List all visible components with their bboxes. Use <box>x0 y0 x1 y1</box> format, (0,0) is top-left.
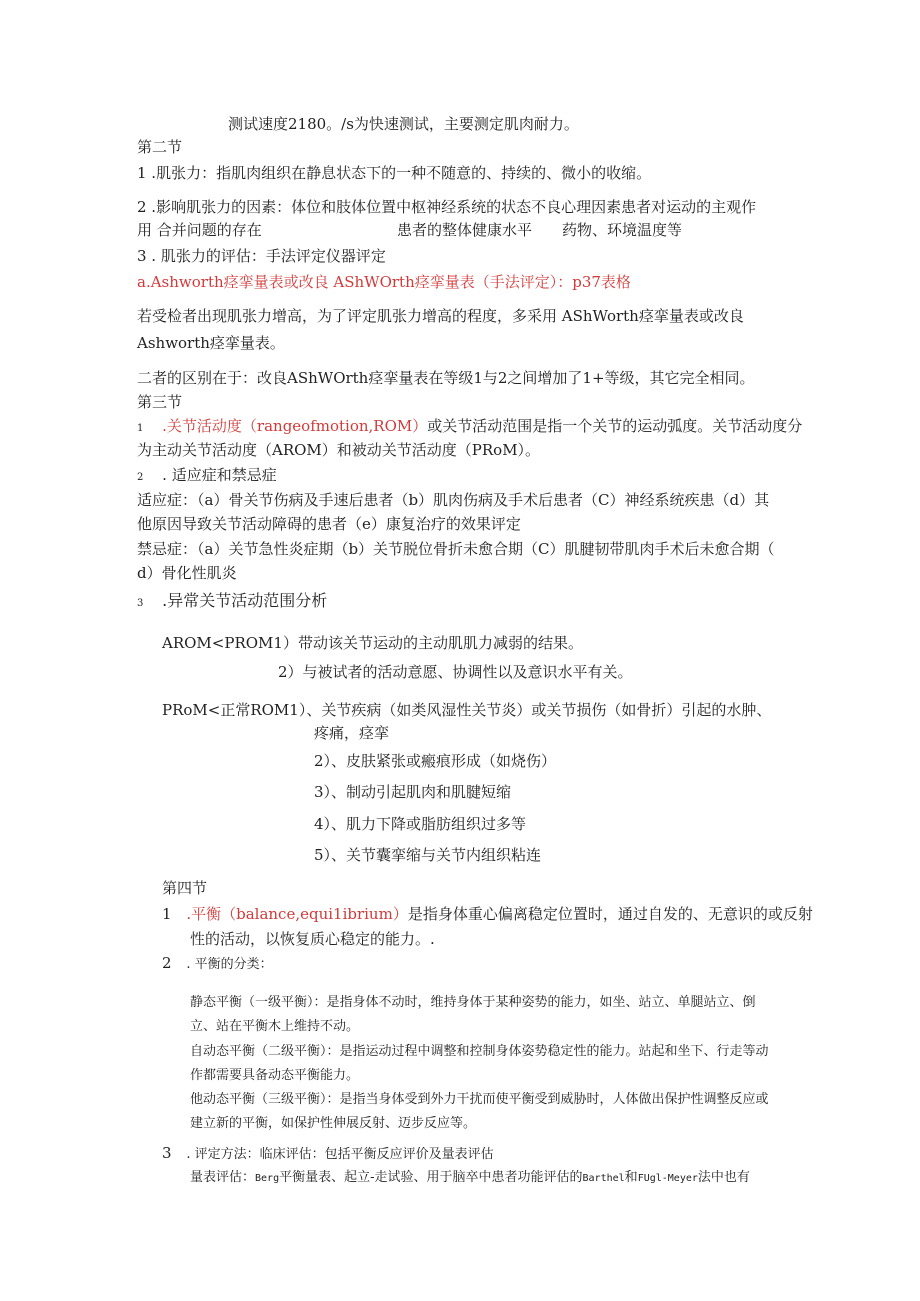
list-number: 2 <box>137 472 144 483</box>
contraindications-2: d）骨化性肌炎 <box>137 564 237 582</box>
contraindications-1: 禁忌症：（a）关节急性炎症期（b）关节脱位骨折未愈合期（C）肌腱韧带肌肉手术后未愈合期（ <box>137 540 775 558</box>
list-number: 2 <box>162 954 172 972</box>
tone-factors-cont-1: 用 合并问题的存在 <box>137 221 262 239</box>
abnormal-rom-heading-text: .异常关节活动范围分析 <box>162 591 328 610</box>
rom-definition <box>137 416 802 439</box>
indications-2: 他原因导致关节活动障碍的患者（e）康复治疗的效果评定 <box>137 515 521 533</box>
static-balance-1: 静态平衡（一级平衡）：是指身体不动时，维持身体于某种姿势的能力，如坐、站立、单腿站立、倒 <box>190 995 756 1010</box>
abnormal-rom-heading <box>137 591 327 614</box>
list-number: 3 <box>137 598 144 609</box>
indications-heading <box>137 465 277 488</box>
indications-heading-text: . 适应症和禁忌症 <box>162 466 277 484</box>
rom-term: .关节活动度（rangeofmotion,ROM） <box>162 417 428 435</box>
arom-prom-1: AROM<PROM1）带动该关节运动的主动肌肌力减弱的结果。 <box>162 634 583 652</box>
prom-normal-5: 5）、关节囊挛缩与关节内组织粘连 <box>314 846 542 864</box>
item-tone-assessment: 3 . 肌张力的评估：手法评定仪器评定 <box>137 247 386 265</box>
tone-factors-cont-3: 药物、环境温度等 <box>562 221 683 239</box>
ashworth-para-1: 若受检者出现肌张力增高，为了评定肌张力增高的程度，多采用 AShWorth痉挛量表或改良 <box>137 307 744 325</box>
section-heading-4: 第四节 <box>162 879 208 897</box>
self-dynamic-balance-1: 自动态平衡（二级平衡）：是指运动过程中调整和控制身体姿势稳定性的能力。站起和坐下、行走等动 <box>190 1044 769 1059</box>
list-number: 1 <box>137 423 144 434</box>
rom-def-text: 或关节活动范围是指一个关节的运动弧度。关节活动度分 <box>427 417 803 435</box>
balance-definition <box>162 904 813 924</box>
other-dynamic-balance-2: 建立新的平衡，如保护性伸展反射、迈步反应等。 <box>190 1116 477 1131</box>
scale-assessment <box>190 1168 750 1189</box>
prom-normal-3: 3）、制动引起肌肉和肌腱短缩 <box>314 783 512 801</box>
balance-classification-text: . 平衡的分类： <box>186 957 273 972</box>
assessment-methods-text: . 评定方法：临床评估：包括平衡反应评价及量表评估 <box>186 1147 494 1162</box>
scale-berg: Berg <box>255 1173 280 1184</box>
list-number: 1 <box>162 905 172 923</box>
scale-and: 和 <box>624 1170 638 1185</box>
scale-text-1: 平衡量表、起立-走试验、用于脑卒中患者功能评估的 <box>279 1170 583 1185</box>
list-number: 3 <box>162 1144 172 1162</box>
section-heading-2: 第二节 <box>137 138 183 156</box>
static-balance-2: 立、站在平衡木上维持不动。 <box>190 1019 360 1034</box>
scale-barthel: Barthel <box>582 1173 625 1184</box>
balance-def-text: 是指身体重心偏离稳定位置时，通过自发的、无意识的或反射 <box>407 905 813 923</box>
self-dynamic-balance-2: 作都需要具备动态平衡能力。 <box>190 1068 360 1083</box>
prom-normal-4: 4）、肌力下降或脂肪组织过多等 <box>314 815 527 833</box>
prom-normal-1-cont: 疼痛，痉挛 <box>314 724 390 742</box>
other-dynamic-balance-1: 他动态平衡（三级平衡）：是指当身体受到外力干扰而使平衡受到威胁时，人体做出保护性调整反应或 <box>190 1092 769 1107</box>
ashworth-difference: 二者的区别在于：改良AShWOrth痉挛量表在等级1与2之间增加了1+等级，其它完全相同。 <box>137 369 755 387</box>
balance-definition-cont: 性的活动，以恢复质心稳定的能力。. <box>190 930 435 948</box>
assessment-methods <box>162 1143 494 1165</box>
scale-fugl-meyer: FUgl-Meyer <box>637 1173 698 1184</box>
line-test-speed: 测试速度2180。/s为快速测试，主要测定肌肉耐力。 <box>228 115 579 133</box>
tone-factors-cont-2: 患者的整体健康水平 <box>397 221 533 239</box>
scale-label: 量表评估： <box>190 1170 256 1185</box>
item-muscle-tone-def: 1 .肌张力：指肌肉组织在静息状态下的一种不随意的、持续的、微小的收缩。 <box>137 164 652 182</box>
ashworth-heading: a.Ashworth痉挛量表或改良 AShWOrth痉挛量表（手法评定）：p37表格 <box>137 273 631 291</box>
indications-1: 适应症：（a）骨关节伤病及手速后患者（b）肌肉伤病及手术后患者（C）神经系统疾患（d）其 <box>137 491 770 509</box>
balance-classification-heading <box>162 953 273 975</box>
balance-term: .平衡（balance,equi1ibrium） <box>186 905 408 923</box>
section-heading-3: 第三节 <box>137 393 183 411</box>
prom-normal-2: 2）、皮肤紧张或瘢痕形成（如烧伤） <box>314 752 557 770</box>
prom-normal-1: PRoM<正常ROM1）、关节疾病（如类风湿性关节炎）或关节损伤（如骨折）引起的水肿、 <box>162 701 772 719</box>
ashworth-para-2: Ashworth痉挛量表。 <box>137 334 285 352</box>
arom-prom-2: 2）与被试者的活动意愿、协调性以及意识水平有关。 <box>278 663 633 681</box>
rom-definition-cont: 为主动关节活动度（AROM）和被动关节活动度（PRoM）。 <box>137 441 541 459</box>
scale-text-2: 法中也有 <box>697 1170 750 1185</box>
item-tone-factors: 2 .影响肌张力的因素：体位和肢体位置中枢神经系统的状态不良心理因素患者对运动的主观作 <box>137 198 757 216</box>
